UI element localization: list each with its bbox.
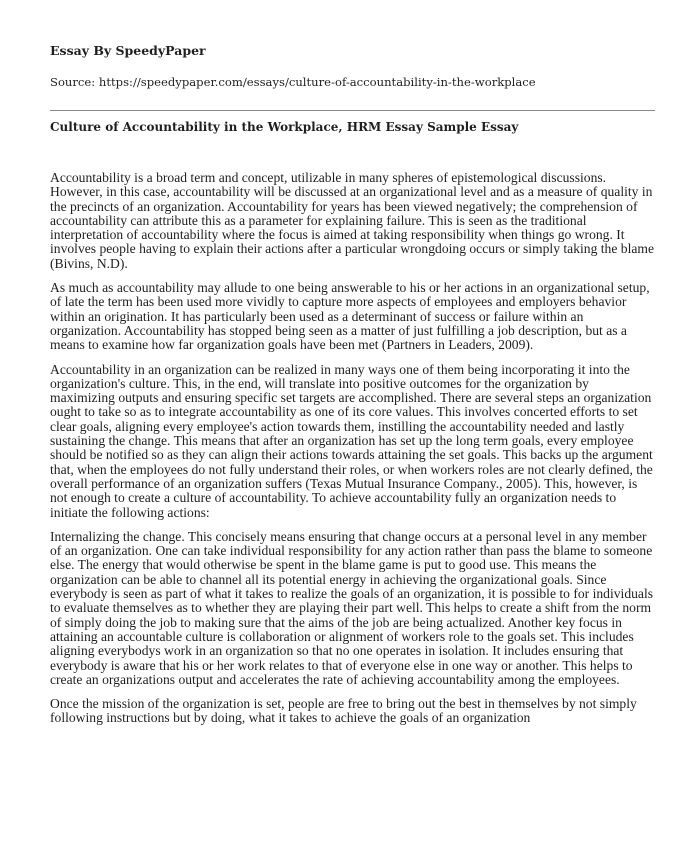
essay-body xyxy=(50,171,655,736)
source-label: Source: xyxy=(50,75,96,89)
essay-title: Culture of Accountability in the Workplace, HRM Essay Sample Essay xyxy=(50,120,519,134)
essay-paragraph: Accountability is a broad term and concept, utilizable in many spheres of epistemological discussions. However, in this case, accountability will be discussed at an organizational level and as a measure of quality in the precincts of an organization. Accountability for years has been viewed negatively; the comprehension of accountability can attribute this as a parameter for explaining failure. This is seen as the traditional interpretation of accountability where the focus is aimed at taking responsibility when things go wrong. It involves people having to explain their actions after a particular wrongdoing occurs or simply taking the blame (Bivins, N.D). xyxy=(50,170,654,271)
source-line xyxy=(50,74,655,90)
document-header-title: Essay By SpeedyPaper xyxy=(50,43,206,58)
header-divider xyxy=(50,110,655,111)
essay-paragraph: Internalizing the change. This concisely means ensuring that change occurs at a personal level in any member of an organization. One can take individual responsibility for any action rather than pass the blame to someone else. The energy that would otherwise be spent in the blame game is put to good use. This means the organization can be able to channel all its potential energy in achieving the organizational goals. Since everybody is seen as part of what it takes to realize the goals of an organization, it is possible to for individuals to evaluate themselves as to whether they are playing their part well. This helps to create a shift from the norm of simply doing the job to making sure that the aims of the job are being actualized. Another key focus in attaining an accountable culture is collaboration or alignment of workers role to the goals set. This includes aligning everybodys work in an organization so that no one operates in isolation. It includes ensuring that everybody is aware that his or her work relates to that of everyone else in one way or another. This helps to create an organizations output and accelerates the rate of achieving accountability among the employees. xyxy=(50,528,654,687)
essay-paragraph: Accountability in an organization can be realized in many ways one of them being incorporating it into the organization's culture. This, in the end, will translate into positive outcomes for the organization by maximizing outputs and ensuring specific set targets are accomplished. There are several steps an organization ought to take so as to integrate accountability as one of its core values. This involves concerted efforts to set clear goals, aligning every employee's action towards them, instilling the accountability needed and lastly sustaining the change. This means that after an organization has set up the long term goals, every employee should be notified so as they can align their actions towards attaining the set goals. This backs up the argument that, when the employees do not fully understand their roles, or when workers roles are not clearly defined, the overall performance of an organization suffers (Texas Mutual Insurance Company., 2005). This, however, is not enough to create a culture of accountability. To achieve accountability fully an organization needs to initiate the following actions: xyxy=(50,361,653,520)
document-page xyxy=(50,43,655,726)
essay-paragraph: As much as accountability may allude to one being answerable to his or her actions in an organizational setup, of late the term has been used more vividly to capture more aspects of employees and employers behavior within an origination. It has particularly been used as a determinant of success or failure within an organization. Accountability has stopped being seen as a matter of just fulfilling a job description, but as a means to examine how far organization goals have been met (Partners in Leaders, 2009). xyxy=(50,280,650,353)
essay-paragraph: Once the mission of the organization is set, people are free to bring out the best in themselves by not simply following instructions but by doing, what it takes to achieve the goals of an organization xyxy=(50,696,637,726)
source-url: https://speedypaper.com/essays/culture-of-accountability-in-the-workplace xyxy=(98,75,536,89)
